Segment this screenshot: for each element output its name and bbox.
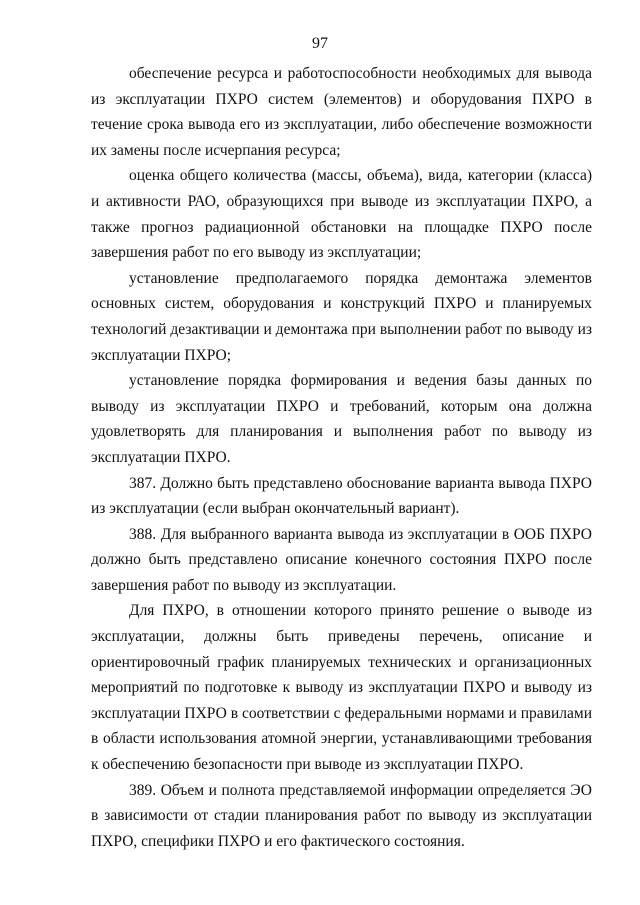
paragraph-resource-assurance: обеспечение ресурса и работоспособности необходимых для вывода из эксплуатации ПХРО систем (элементов) и оборудования ПХРО в течение срока вывода его из эксплуатации, либо обеспечение возможности их замены после исчерпания ресурса; — [91, 65, 592, 159]
paragraph-389: 389. Объем и полнота представляемой информации определяется ЭО в зависимости от стадии планирования работ по выводу из эксплуатации ПХРО, специфики ПХРО и его фактического состояния. — [91, 781, 592, 850]
paragraph-388: 388. Для выбранного варианта вывода из эксплуатации в ООБ ПХРО должно быть представлено описание конечного состояния ПХРО после завершения работ по выводу из эксплуатации. — [91, 525, 592, 594]
paragraph-387: 387. Должно быть представлено обоснование варианта вывода ПХРО из эксплуатации (если выбран окончательный вариант). — [91, 474, 592, 518]
page-number: 97 — [312, 35, 328, 52]
paragraph-decommission-measures: Для ПХРО, в отношении которого принято решение о выводе из эксплуатации, должны быть приведены перечень, описание и ориентировочный график планируемых технических и организационных мероприятий по подготовке к выводу из эксплуатации ПХРО и выводу из эксплуатации ПХРО в соответствии с федеральными нормами и правилами в области использования атомной энергии, устанавливающими требования к обеспечению безопасности при выводе из эксплуатации ПХРО. — [91, 602, 592, 774]
paragraph-rao-assessment: оценка общего количества (массы, объема), вида, категории (класса) и активности РАО, образующихся при выводе из эксплуатации ПХРО, а также прогноз радиационной обстановки на площадке ПХРО после завершения работ по его выводу из эксплуатации; — [91, 167, 592, 262]
document-body — [91, 61, 592, 854]
paragraph-dismantling-procedure: установление предполагаемого порядка демонтажа элементов основных систем, оборудования и конструкций ПХРО и планируемых технологий дезактивации и демонтажа при выполнении работ по выводу из эксплуатации ПХРО; — [91, 269, 592, 364]
paragraph-database-procedure: установление порядка формирования и ведения базы данных по выводу из эксплуатации ПХРО и требований, которым она должна удовлетворять для планирования и выполнения работ по выводу из эксплуатации ПХРО. — [91, 372, 592, 466]
